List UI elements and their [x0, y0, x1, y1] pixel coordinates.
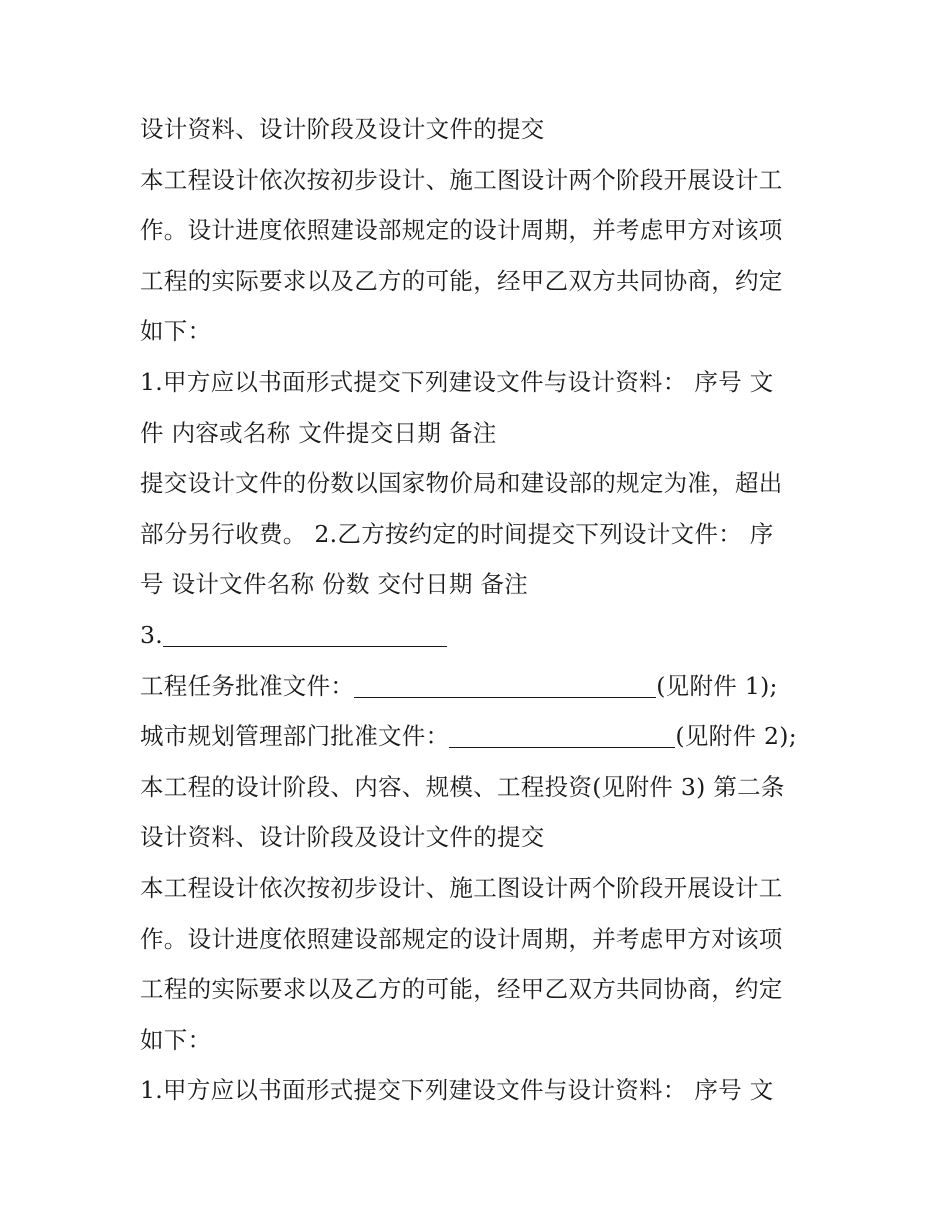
planning-document-label: 城市规划管理部门批准文件： — [140, 722, 450, 751]
text-line: 设计资料、设计阶段及设计文件的提交 — [140, 823, 545, 852]
planning-document-blank — [449, 717, 675, 748]
text-line: 工程的实际要求以及乙方的可能，经甲乙双方共同协商，约定 — [140, 266, 783, 295]
text-line: 部分另行收费。 2.乙方按约定的时间提交下列设计文件： 序 — [140, 519, 774, 548]
planning-document-suffix: (见附件 2); — [675, 722, 797, 751]
approval-document-suffix: (见附件 1); — [656, 671, 778, 700]
document-body — [140, 104, 820, 1116]
item-3-line — [140, 610, 820, 661]
text-line: 作。设计进度依照建设部规定的设计周期，并考虑甲方对该项 — [140, 216, 783, 245]
text-line: 1.甲方应以书面形式提交下列建设文件与设计资料： 序号 文 — [140, 1076, 774, 1105]
text-line: 号 设计文件名称 份数 交付日期 备注 — [140, 570, 529, 599]
text-line: 本工程设计依次按初步设计、施工图设计两个阶段开展设计工 — [140, 873, 783, 902]
item-3-blank — [163, 616, 447, 647]
text-line: 提交设计文件的份数以国家物价局和建设部的规定为准，超出 — [140, 469, 783, 498]
approval-document-blank — [354, 667, 656, 698]
text-line: 本工程的设计阶段、内容、规模、工程投资(见附件 3) 第二条 — [140, 772, 785, 801]
text-line: 作。设计进度依照建设部规定的设计周期，并考虑甲方对该项 — [140, 924, 783, 953]
text-line: 如下： — [140, 317, 212, 346]
text-line: 件 内容或名称 文件提交日期 备注 — [140, 418, 497, 447]
text-line: 设计资料、设计阶段及设计文件的提交 — [140, 115, 545, 143]
approval-document-line — [140, 661, 820, 712]
text-line: 如下： — [140, 1025, 212, 1054]
text-line: 本工程设计依次按初步设计、施工图设计两个阶段开展设计工 — [140, 165, 783, 194]
text-line: 1.甲方应以书面形式提交下列建设文件与设计资料： 序号 文 — [140, 367, 774, 396]
approval-document-label: 工程任务批准文件： — [140, 671, 355, 700]
text-line: 工程的实际要求以及乙方的可能，经甲乙双方共同协商，约定 — [140, 975, 783, 1004]
item-3-prefix: 3. — [140, 620, 164, 649]
planning-document-line — [140, 711, 820, 762]
